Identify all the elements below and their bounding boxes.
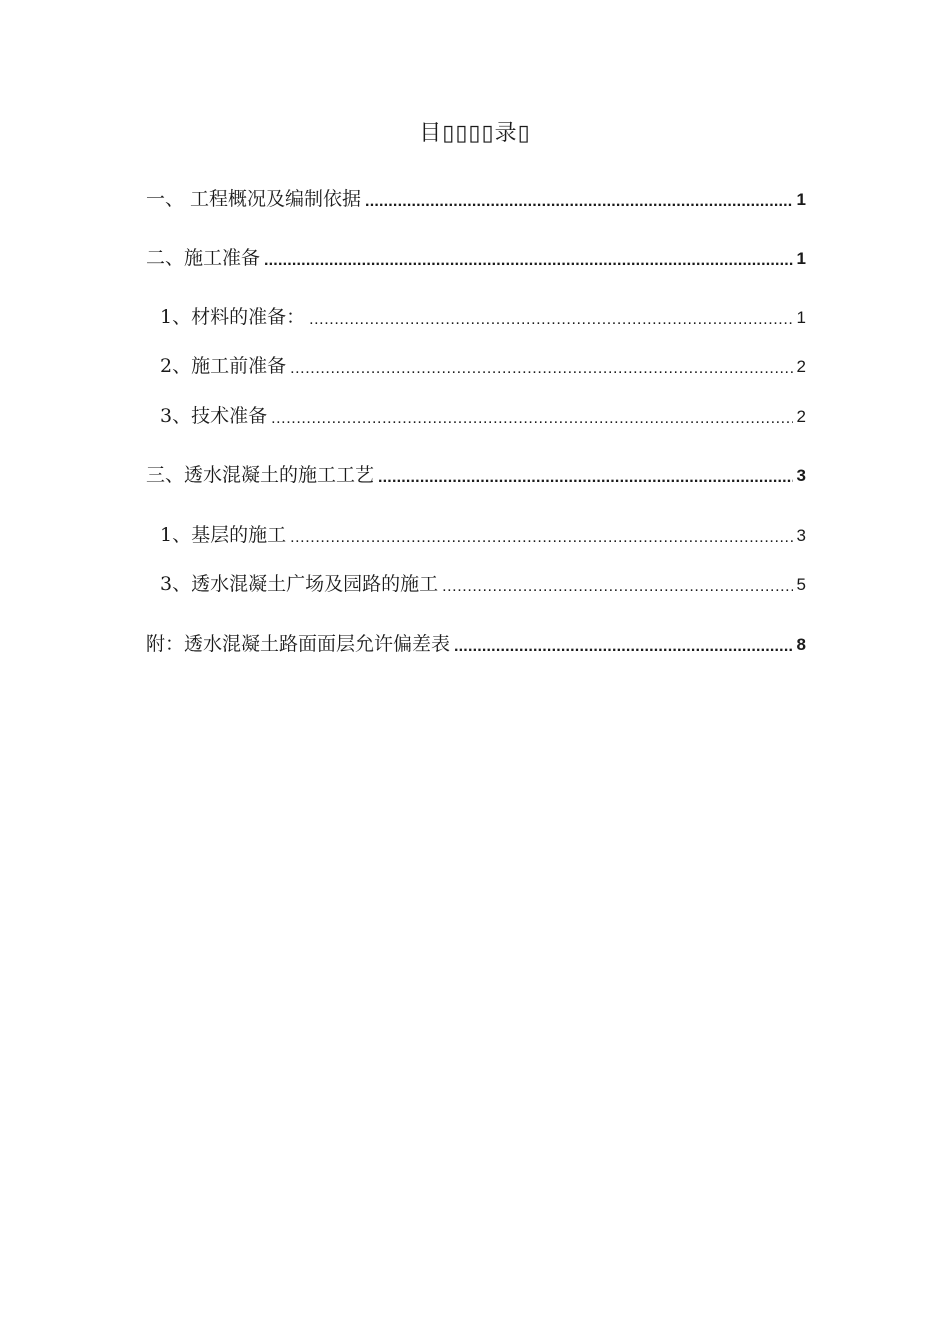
toc-dot-leader: [290, 522, 792, 548]
toc-dot-leader: [264, 245, 793, 271]
toc-entry-page: 1: [796, 249, 806, 268]
toc-entry-page: 2: [796, 357, 806, 376]
toc-dot-leader: [290, 353, 792, 379]
toc-entry-label: 2、施工前准备: [160, 355, 287, 377]
toc-entry-1[interactable]: [146, 182, 806, 212]
toc-entry-label: 1、基层的施工: [160, 524, 287, 546]
toc-entry-page: 2: [796, 407, 806, 426]
toc-entry-label: 三、透水混凝土的施工工艺: [146, 464, 375, 486]
toc-entry-page: 5: [796, 575, 806, 594]
toc-entry-page: 1: [796, 190, 806, 209]
toc-entry-label: 附：透水混凝土路面面层允许偏差表: [146, 633, 451, 655]
toc-dot-leader: [454, 631, 793, 657]
toc-dot-leader: [309, 304, 792, 330]
toc-entry-3-1[interactable]: [160, 518, 806, 548]
toc-title: 目▯▯▯▯录▯: [419, 121, 531, 146]
toc-entry-3-3[interactable]: [160, 567, 806, 597]
toc-entry-2-3[interactable]: [160, 399, 806, 429]
toc-entry-2[interactable]: [146, 241, 806, 271]
toc-entry-2-2[interactable]: [160, 349, 806, 379]
toc-entry-page: 1: [796, 308, 806, 327]
toc-entry-appendix[interactable]: [146, 627, 806, 657]
toc-entry-label: 一、 工程概况及编制依据: [146, 188, 362, 210]
toc-entry-page: 3: [796, 466, 806, 485]
toc-dot-leader: [378, 462, 793, 488]
toc-entry-2-1[interactable]: [160, 300, 806, 330]
toc-entry-page: 3: [796, 526, 806, 545]
toc-dot-leader: [271, 403, 792, 429]
toc-dot-leader: [442, 571, 792, 597]
toc-entry-label: 3、技术准备: [160, 405, 268, 427]
toc-dot-leader: [365, 186, 792, 212]
toc-entry-label: 1、材料的准备：: [160, 306, 306, 328]
toc-entry-label: 3、透水混凝土广场及园路的施工: [160, 573, 439, 595]
toc-entry-page: 8: [796, 635, 806, 654]
toc-entry-3[interactable]: [146, 458, 806, 488]
toc-entry-label: 二、施工准备: [146, 247, 261, 269]
